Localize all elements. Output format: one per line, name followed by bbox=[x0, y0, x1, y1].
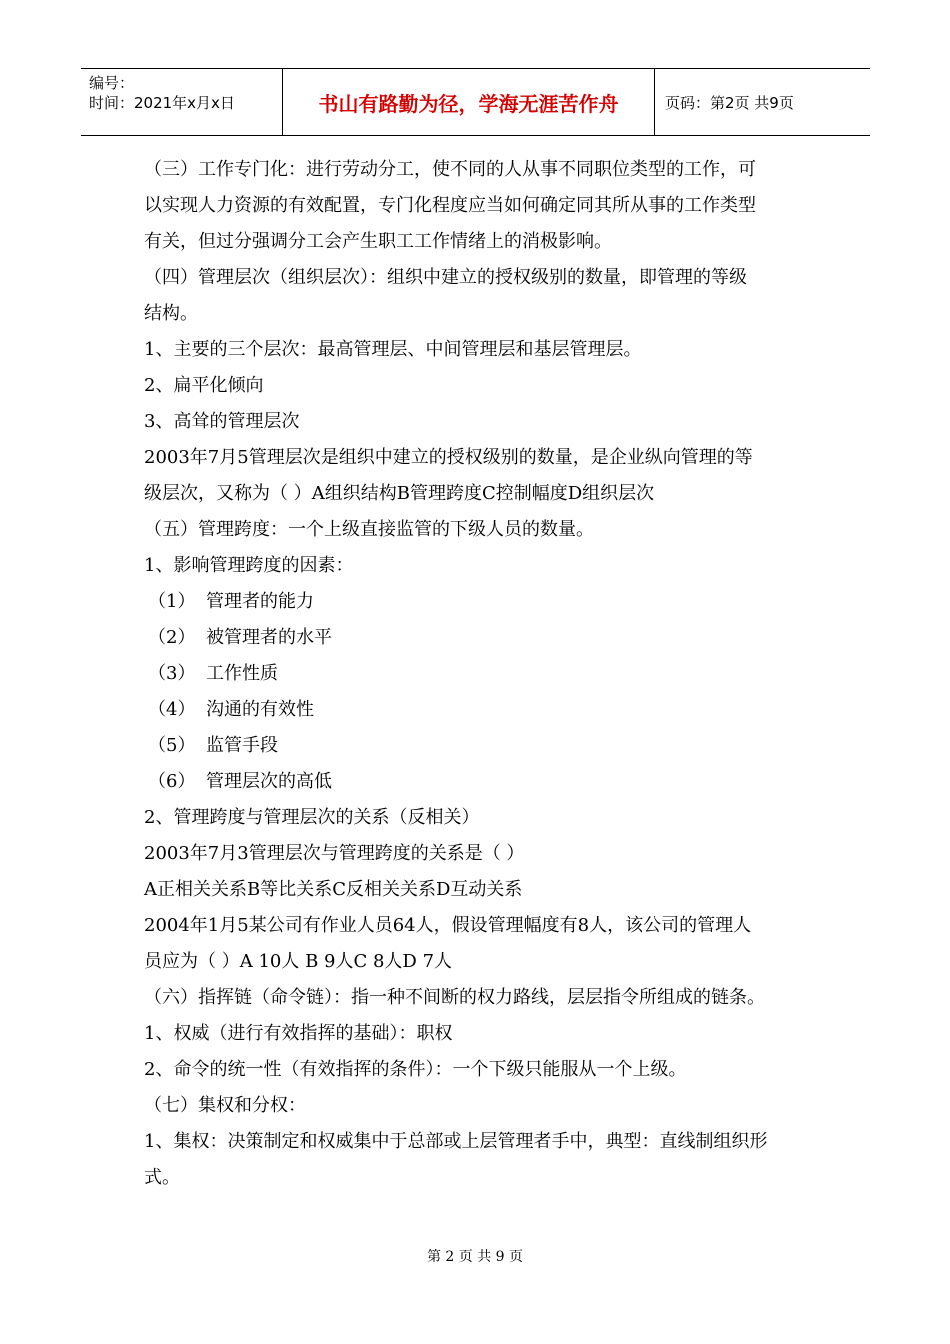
number-label: 编号： bbox=[89, 74, 135, 92]
text-line: 2003年7月5管理层次是组织中建立的授权级别的数量，是企业纵向管理的等 bbox=[144, 447, 753, 468]
page-header bbox=[81, 68, 870, 136]
text-line: 2、管理跨度与管理层次的关系（反相关） bbox=[144, 807, 480, 828]
text-line: 2、扁平化倾向 bbox=[144, 375, 264, 396]
header-meta bbox=[81, 69, 283, 135]
page-footer: 第 2 页 共 9 页 bbox=[426, 1249, 524, 1265]
text-line: 3、高耸的管理层次 bbox=[144, 411, 300, 432]
factor-text: 工作性质 bbox=[206, 663, 278, 684]
text-line: （七）集权和分权： bbox=[144, 1095, 306, 1116]
text-line: 以实现人力资源的有效配置，专门化程度应当如何确定同其所从事的工作类型 bbox=[144, 195, 756, 216]
text-line: 式。 bbox=[144, 1167, 180, 1188]
text-line: 1、集权：决策制定和权威集中于总部或上层管理者手中，典型：直线制组织形 bbox=[144, 1131, 768, 1152]
factor-text: 沟通的有效性 bbox=[206, 699, 314, 720]
factor-number: （4） bbox=[148, 699, 196, 720]
text-line: （四）管理层次（组织层次）：组织中建立的授权级别的数量，即管理的等级 bbox=[144, 267, 747, 288]
factor-number: （5） bbox=[148, 735, 196, 756]
factor-item bbox=[144, 620, 824, 656]
document-body bbox=[144, 152, 824, 1196]
text-line: 级层次，又称为（ ）A组织结构B管理跨度C控制幅度D组织层次 bbox=[144, 483, 655, 504]
factor-item bbox=[144, 728, 824, 764]
factor-item bbox=[144, 692, 824, 728]
text-line: 1、影响管理跨度的因素： bbox=[144, 555, 354, 576]
text-line: 1、权威（进行有效指挥的基础）：职权 bbox=[144, 1023, 453, 1044]
text-line: （五）管理跨度：一个上级直接监管的下级人员的数量。 bbox=[144, 519, 594, 540]
factor-text: 管理层次的高低 bbox=[206, 771, 332, 792]
text-line: 1、主要的三个层次：最高管理层、中间管理层和基层管理层。 bbox=[144, 339, 642, 360]
factor-text: 被管理者的水平 bbox=[206, 627, 332, 648]
text-line: 有关，但过分强调分工会产生职工工作情绪上的消极影响。 bbox=[144, 231, 612, 252]
factor-item bbox=[144, 584, 824, 620]
header-motto: 书山有路勤为径，学海无涯苦作舟 bbox=[283, 69, 655, 135]
factor-number: （1） bbox=[148, 591, 196, 612]
factor-item bbox=[144, 764, 824, 800]
text-line: 员应为（ ）A 10人 B 9人C 8人D 7人 bbox=[144, 951, 453, 972]
factor-text: 监管手段 bbox=[206, 735, 278, 756]
text-line: 2004年1月5某公司有作业人员64人，假设管理幅度有8人，该公司的管理人 bbox=[144, 915, 752, 936]
text-line: （三）工作专门化：进行劳动分工，使不同的人从事不同职位类型的工作，可 bbox=[144, 159, 756, 180]
date-label: 时间：2021年x月x日 bbox=[89, 94, 235, 112]
text-line: 2、命令的统一性（有效指挥的条件）：一个下级只能服从一个上级。 bbox=[144, 1059, 687, 1080]
factor-item bbox=[144, 656, 824, 692]
text-line: （六）指挥链（命令链）：指一种不间断的权力路线，层层指令所组成的链条。 bbox=[144, 987, 765, 1008]
text-line: A正相关关系B等比关系C反相关关系D互动关系 bbox=[144, 879, 523, 900]
factor-number: （6） bbox=[148, 771, 196, 792]
text-line: 结构。 bbox=[144, 303, 198, 324]
factor-text: 管理者的能力 bbox=[206, 591, 314, 612]
factor-number: （2） bbox=[148, 627, 196, 648]
header-page-info: 页码：第2页 共9页 bbox=[665, 93, 794, 112]
text-line: 2003年7月3管理层次与管理跨度的关系是（ ） bbox=[144, 843, 525, 864]
factor-number: （3） bbox=[148, 663, 196, 684]
